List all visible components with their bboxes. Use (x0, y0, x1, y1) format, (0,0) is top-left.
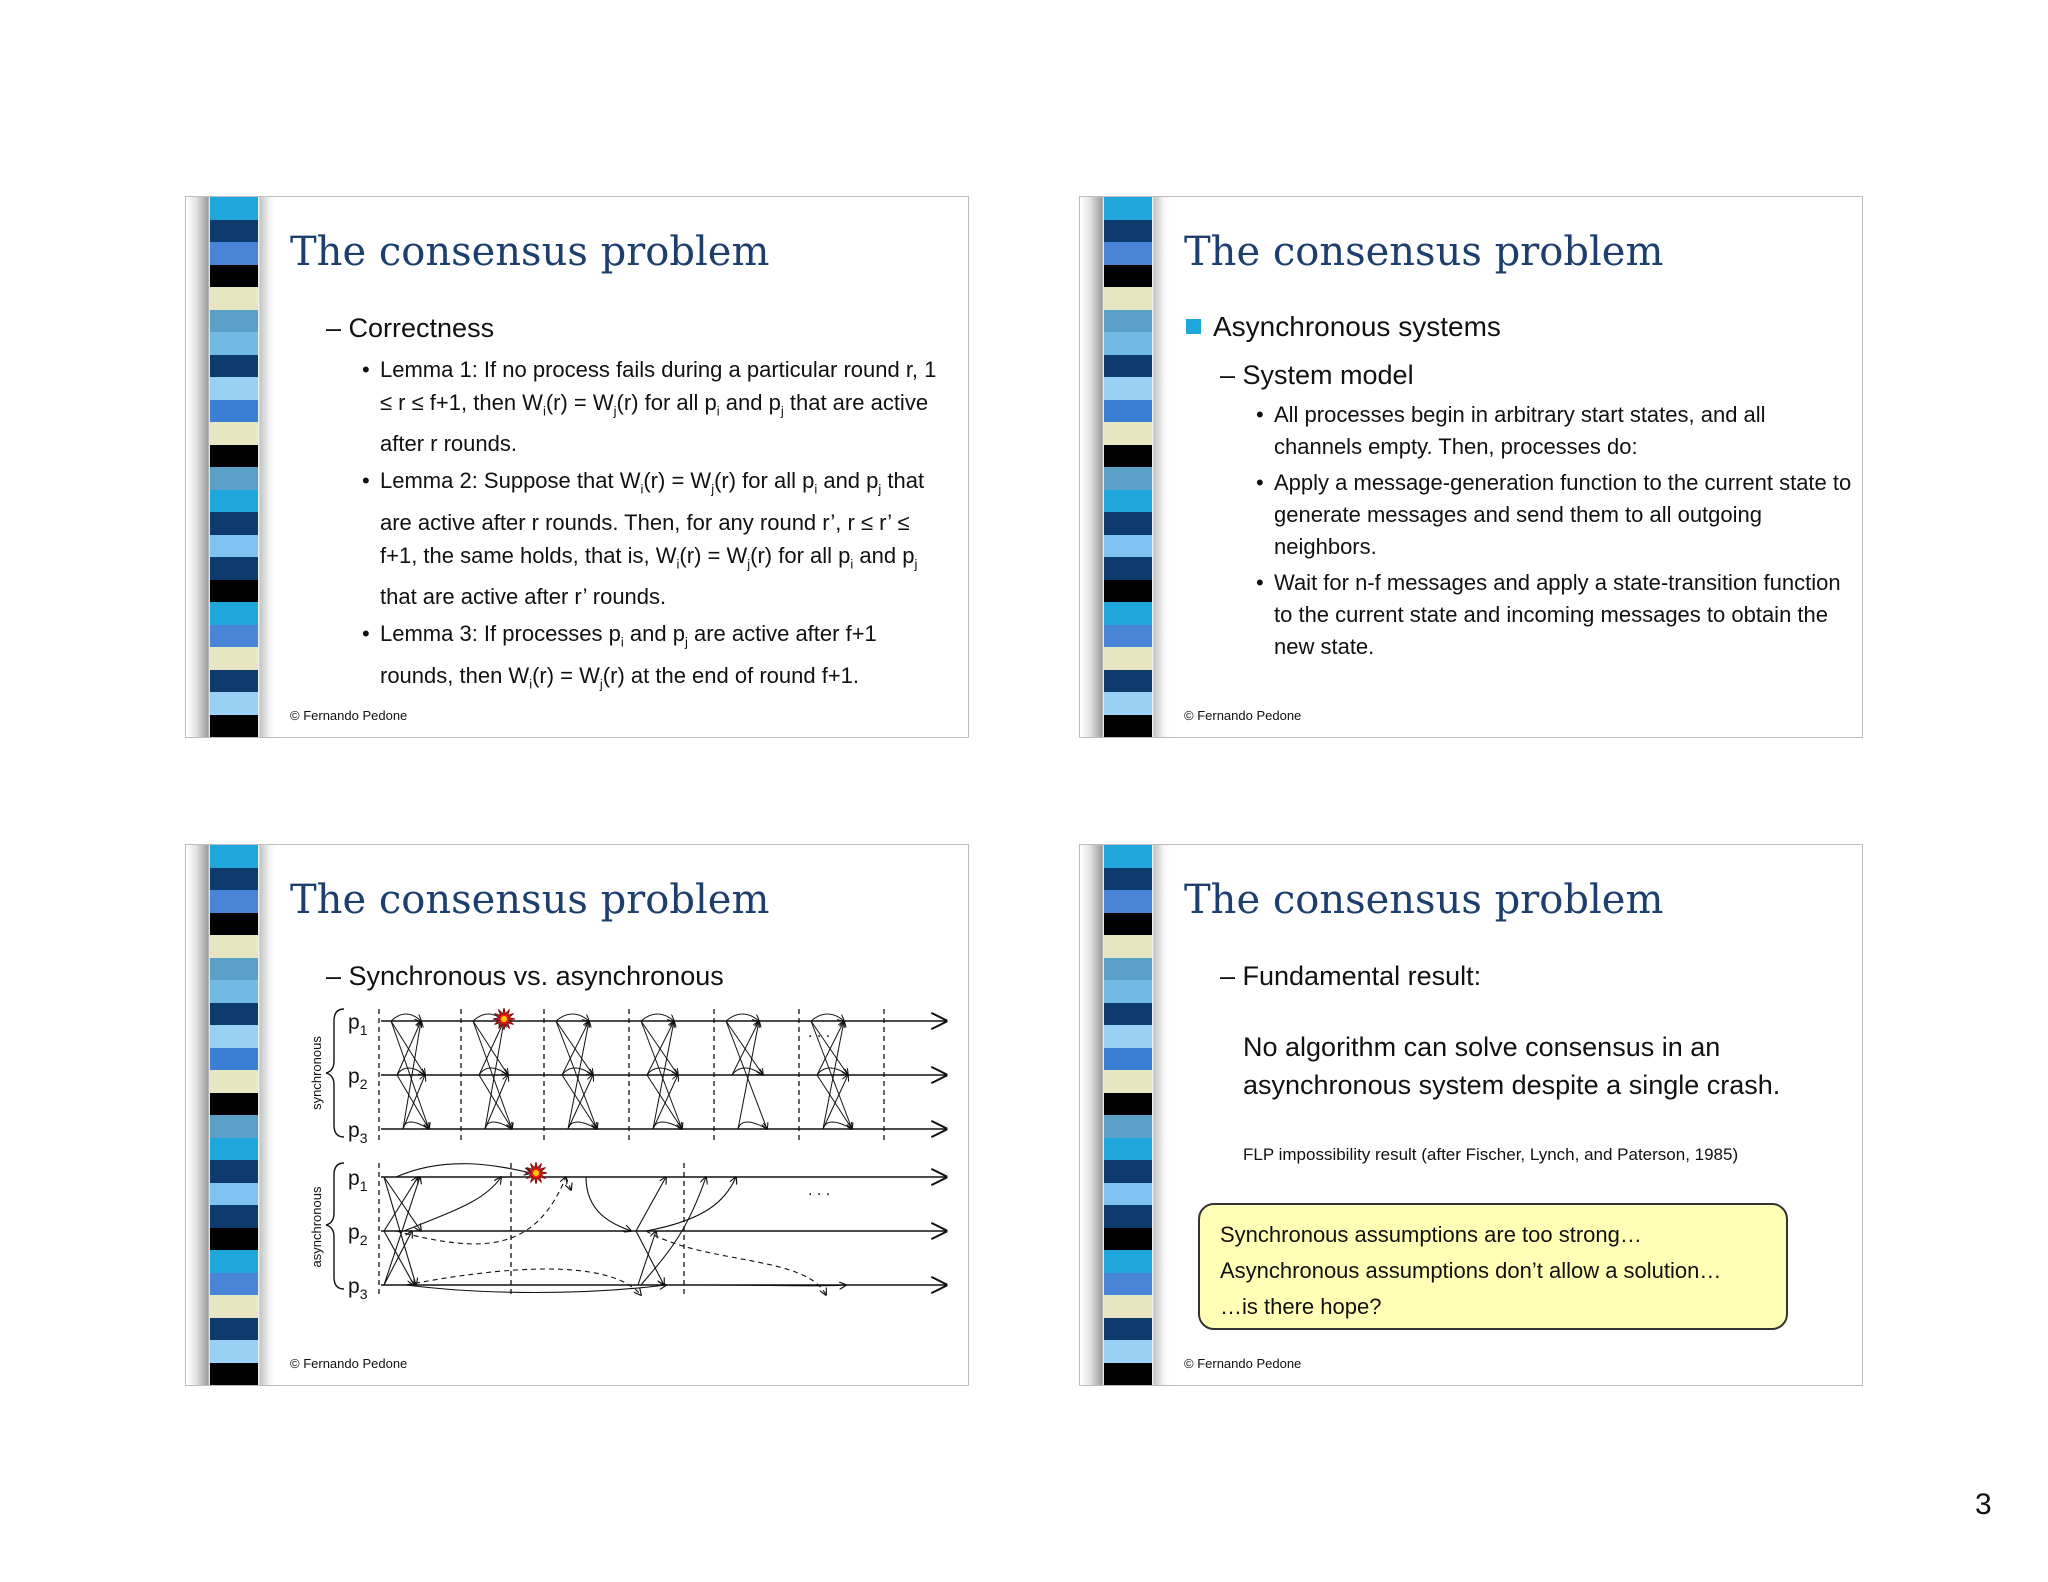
crash-icon (525, 1162, 547, 1184)
message-arrow (823, 1075, 848, 1129)
decorative-stripe (1104, 197, 1152, 737)
section-heading: – Correctness (326, 313, 495, 343)
message-arrow (406, 1285, 666, 1293)
slide-3 (185, 844, 969, 1386)
list-item: • Wait for n-f messages and apply a state-transition function to the current state and incoming messages to obtain the new state. (1256, 567, 1856, 663)
flp-statement: No algorithm can solve consensus in an asynchronous system despite a single crash. (1243, 1032, 1781, 1100)
message-arrow (404, 1177, 501, 1231)
system-model-list (1256, 399, 1856, 667)
square-bullet-icon (1186, 319, 1201, 334)
message-arrow (726, 1014, 759, 1021)
process-label: $p_3$ (348, 1119, 368, 1146)
lemma-1: • Lemma 1: If no process fails during a particular round r, 1 ≤ r ≤ f+1, then $W_i(r) = W_j(r)$ for all $p_i$ and $p_j$ that are active after r rounds. (362, 353, 942, 460)
message-arrow (811, 1014, 844, 1021)
decorative-stripe (210, 845, 258, 1385)
section-heading: – Synchronous vs. asynchronous (326, 961, 724, 991)
slide-4 (1079, 844, 1863, 1386)
async-ellipsis: . . . (808, 1182, 831, 1199)
message-arrow (485, 1075, 508, 1129)
sync-label: synchronous (309, 1036, 324, 1110)
crash-icon (493, 1008, 515, 1030)
slide-title: The consensus problem (290, 877, 770, 923)
message-arrow (391, 1014, 421, 1021)
process-label: $p_2$ (348, 1221, 368, 1248)
list-item: • All processes begin in arbitrary start states, and all channels empty. Then, processes do: (1256, 399, 1856, 463)
message-arrow (653, 1075, 678, 1129)
process-label: $p_1$ (348, 1167, 368, 1194)
message-arrow (586, 1177, 631, 1231)
sync-ellipsis: . . . (808, 1024, 831, 1041)
lemma-3: • Lemma 3: If processes $p_i$ and $p_j$ are active after f+1 rounds, then $W_i(r) = W_j(r)$ at the end of round f+1. (362, 617, 942, 700)
message-arrow (568, 1075, 593, 1129)
slide-title: The consensus problem (290, 229, 770, 275)
decorative-stripe (210, 197, 258, 737)
slide-footer: © Fernando Pedone (290, 1356, 408, 1371)
slide-title: The consensus problem (1184, 877, 1664, 923)
async-label: asynchronous (309, 1186, 324, 1268)
section-heading: Asynchronous systems (1186, 311, 1501, 343)
slide-1 (185, 196, 969, 738)
subsection-heading: – System model (1220, 360, 1414, 390)
flp-citation: FLP impossibility result (after Fischer, Lynch, and Paterson, 1985) (1243, 1145, 1739, 1164)
list-item: • Apply a message-generation function to the current state to generate messages and send them to all outgoing neighbors. (1256, 467, 1856, 563)
message-arrow (646, 1177, 736, 1231)
message-arrow (406, 1269, 641, 1295)
message-arrow (396, 1177, 566, 1244)
lemma-list (362, 353, 942, 704)
process-label: $p_3$ (348, 1275, 368, 1302)
slide-footer: © Fernando Pedone (1184, 708, 1302, 723)
process-label: $p_2$ (348, 1065, 368, 1092)
message-arrow (403, 1075, 425, 1129)
callout-line: Asynchronous assumptions don’t allow a solution… (1220, 1258, 1722, 1283)
section-heading: – Fundamental result: (1220, 961, 1482, 991)
slide-footer: © Fernando Pedone (290, 708, 408, 723)
decorative-stripe (1104, 845, 1152, 1385)
message-arrow (738, 1122, 767, 1129)
sync-async-diagram (286, 995, 966, 1375)
slide-footer: © Fernando Pedone (1184, 1356, 1302, 1371)
callout-line: …is there hope? (1220, 1294, 1382, 1319)
message-arrow (566, 1177, 571, 1190)
lemma-2: • Lemma 2: Suppose that $W_i(r) = W_j(r)$ for all $p_i$ and $p_j$ that are active after r rounds. Then, for any round r’, r ≤ r’ ≤ f+1, the same holds, that is, $W_i(r) = W_j(r)$ for all $p_i$ and $p_j$ that are active after r’ rounds. (362, 464, 942, 613)
process-label: $p_1$ (348, 1011, 368, 1038)
slide-2 (1079, 196, 1863, 738)
message-arrow (641, 1014, 674, 1021)
message-arrow (636, 1177, 666, 1231)
callout-line: Synchronous assumptions are too strong… (1220, 1222, 1642, 1247)
slide-title: The consensus problem (1184, 229, 1664, 275)
callout-box (1198, 1203, 1788, 1330)
page-number: 3 (1975, 1488, 1992, 1521)
message-arrow (556, 1014, 589, 1021)
